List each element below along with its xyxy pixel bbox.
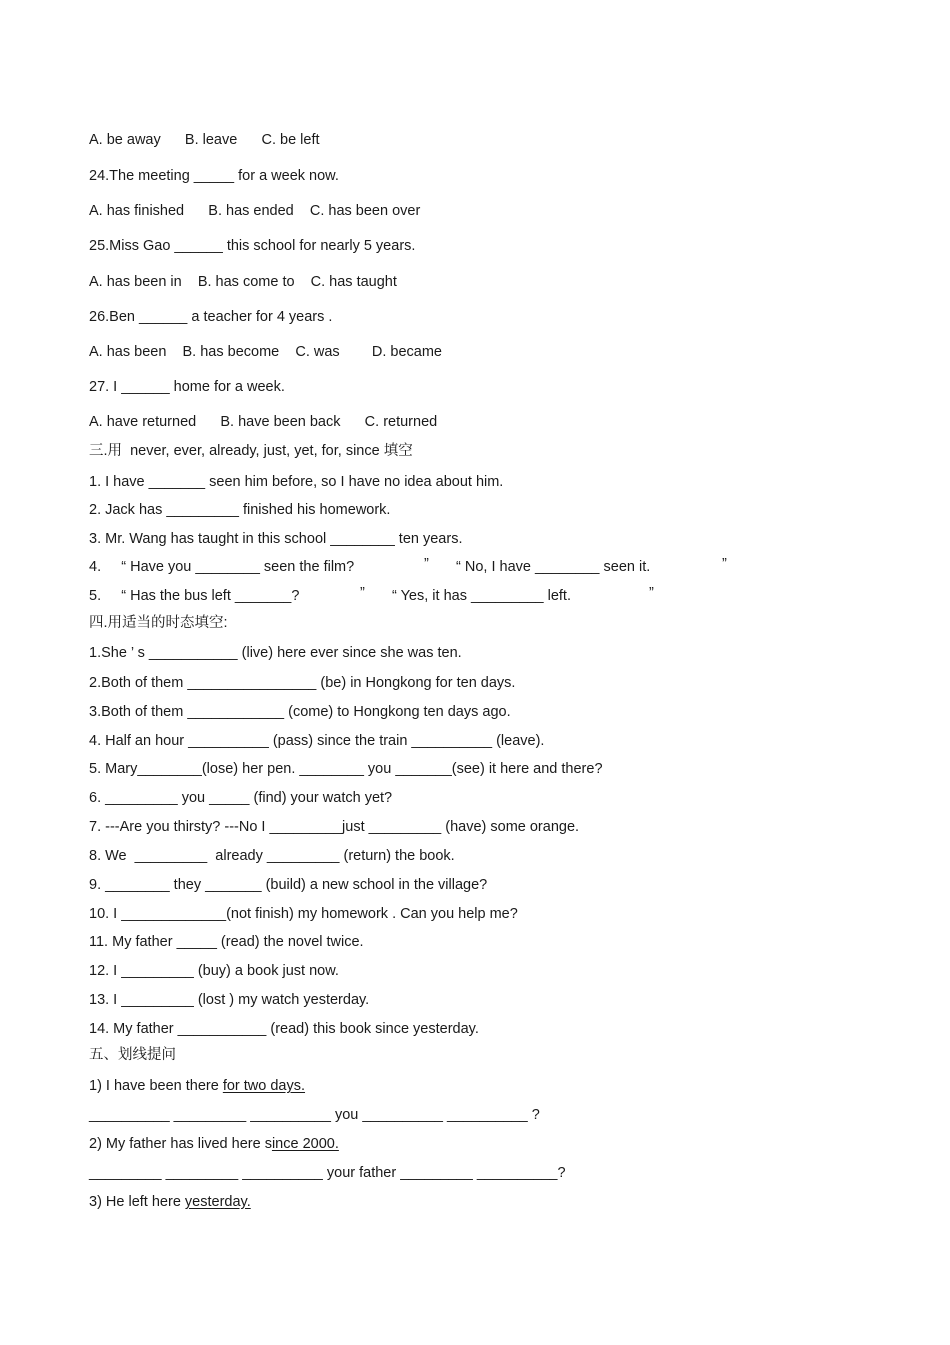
item-4-question: 4. “ Have you ________ seen the film? (89, 559, 355, 575)
question-27: 27. I ______ home for a week. (89, 379, 285, 395)
section-4-item-4: 4. Half an hour __________ (pass) since the train __________ (leave). (89, 733, 545, 749)
section-4-item-6: 6. _________ you _____ (find) your watch yet? (89, 790, 393, 806)
section-5-answer-1: __________ _________ __________ you __________ __________ ? (89, 1107, 540, 1123)
choice-line-25: A. has been in B. has come to C. has taught (89, 274, 397, 290)
question-26: 26.Ben ______ a teacher for 4 years . (89, 309, 333, 325)
section-4-item-13: 13. I _________ (lost ) my watch yesterday. (89, 992, 370, 1008)
choice-line-26: A. has been B. has become C. was D. became (89, 344, 442, 360)
section-4-item-12: 12. I _________ (buy) a book just now. (89, 963, 339, 979)
section-4-item-11: 11. My father _____ (read) the novel twice. (89, 934, 364, 950)
choice-line-23: A. be away B. leave C. be left (89, 132, 320, 148)
choice-line-24: A. has finished B. has ended C. has been over (89, 203, 421, 219)
section-4-item-14: 14. My father ___________ (read) this book since yesterday. (89, 1021, 479, 1037)
q2-underlined-part: ince 2000. (271, 1136, 339, 1152)
q2-text: 2) My father has lived here s (89, 1136, 272, 1152)
section-3-title: 三.用 never, ever, already, just, yet, for, since 填空 (89, 443, 413, 459)
item-4-answer-close-quote: ” (722, 556, 727, 572)
q3-text: 3) He left here (89, 1194, 185, 1210)
section-3-item-2: 2. Jack has _________ finished his homework. (89, 502, 391, 518)
section-4-item-1: 1.She ’ s ___________ (live) here ever since she was ten. (89, 645, 462, 661)
section-4-item-7: 7. ---Are you thirsty? ---No I _________just _________ (have) some orange. (89, 819, 580, 835)
section-4-title: 四.用适当的时态填空: (89, 615, 228, 631)
item-4-close-quote: ” (424, 556, 429, 572)
section-4-item-3: 3.Both of them ____________ (come) to Hongkong ten days ago. (89, 704, 511, 720)
section-3-item-3: 3. Mr. Wang has taught in this school ________ ten years. (89, 531, 463, 547)
section-5-question-3 (89, 1193, 251, 1211)
q1-text: 1) I have been there (89, 1078, 223, 1094)
section-5-question-1 (89, 1077, 305, 1095)
section-4-item-10: 10. I _____________(not finish) my homework . Can you help me? (89, 906, 518, 922)
item-5-answer: “ Yes, it has _________ left. (392, 588, 571, 604)
section-5-title: 五、划线提问 (89, 1047, 176, 1063)
section-4-item-8: 8. We _________ already _________ (return) the book. (89, 848, 455, 864)
question-25: 25.Miss Gao ______ this school for nearly 5 years. (89, 238, 416, 254)
item-5-answer-close-quote: ” (649, 585, 654, 601)
q1-underlined-part: for two days. (222, 1078, 306, 1094)
item-5-question: 5. “ Has the bus left _______? (89, 588, 300, 604)
question-24: 24.The meeting _____ for a week now. (89, 168, 339, 184)
section-5-answer-2: _________ _________ __________ your father _________ __________? (89, 1165, 566, 1181)
section-3-item-1: 1. I have _______ seen him before, so I have no idea about him. (89, 474, 504, 490)
item-4-answer: “ No, I have ________ seen it. (456, 559, 651, 575)
section-4-item-9: 9. ________ they _______ (build) a new school in the village? (89, 877, 488, 893)
choice-line-27: A. have returned B. have been back C. returned (89, 414, 438, 430)
q3-underlined-part: yesterday. (184, 1194, 251, 1210)
item-5-close-quote: ” (360, 585, 365, 601)
section-5-question-2 (89, 1135, 339, 1153)
section-4-item-2: 2.Both of them ________________ (be) in Hongkong for ten days. (89, 675, 516, 691)
section-4-item-5: 5. Mary________(lose) her pen. ________ you _______(see) it here and there? (89, 761, 603, 777)
